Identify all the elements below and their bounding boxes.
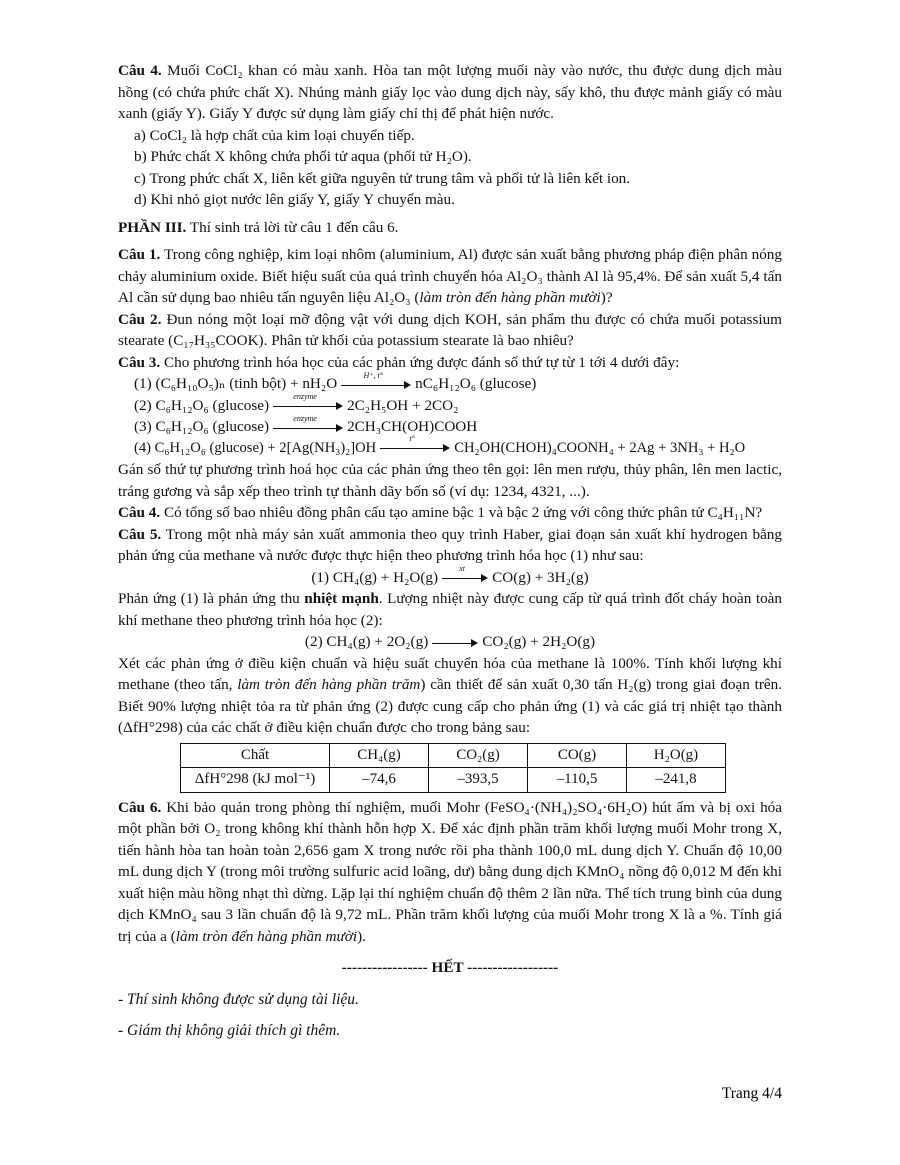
reaction-4-right: CH₂OH(CHOH)₄COONH₄ + 2Ag + 3NH₃ + H₂O (454, 439, 746, 456)
q4a-option-d: d) Khi nhỏ giọt nước lên giấy Y, giấy Y chuyển màu. (134, 191, 455, 208)
reaction-arrow (380, 434, 450, 455)
reaction-arrow (273, 413, 343, 435)
q5-label: Câu 5. (118, 525, 162, 543)
table-row (181, 768, 726, 793)
end-separator: ----------------- HẾT ------------------ (341, 959, 559, 976)
q1-label: Câu 1. (118, 246, 161, 263)
part3-heading (118, 217, 782, 239)
reaction-2-left: (2) C₆H₁₂O₆ (glucose) (134, 396, 270, 414)
table-header-cell: CO(g) (528, 743, 627, 768)
reaction-arrow (273, 392, 343, 413)
table-cell: –74,6 (330, 768, 429, 793)
reaction-arrow (341, 370, 411, 392)
q4b-label: Câu 4. (118, 504, 161, 521)
reaction-3-right: 2CH₃CH(OH)COOH (347, 418, 478, 435)
q5-eq2 (118, 631, 782, 653)
exam-page (118, 60, 782, 1042)
q4b-text: Có tổng số bao nhiêu đồng phân cấu tạo amine bậc 1 và bậc 2 ứng với công thức phân tử C₄H₁₁N? (164, 504, 763, 521)
table-row (181, 743, 726, 768)
q3-paragraph (118, 352, 782, 374)
table-row-label: ΔfH°298 (kJ mol⁻¹) (181, 768, 330, 793)
q6-text: Khi bảo quản trong phòng thí nghiệm, muối Mohr (FeSO₄·(NH₄)₂SO₄·6H₂O) hút ẩm và bị oxi hóa một phần bởi O₂ trong không khí thành hỗn hợp X. Để xác định phần trăm khối lượng muối Mohr trong X, tiến hành hòa tan hoàn toàn 2,656 gam X trong nước rồi pha thành 100,0 mL dung dịch Y. Chuẩn độ 10,00 mL dung dịch Y (trong môi trường sulfuric acid loãng, dư) bằng dung dịch KMnO₄ nồng độ 0,012 M đến khi xuất hiện màu hồng nhạt thì dừng. Lặp lại thí nghiệm chuẩn độ thêm 2 lần nữa. Thể tích trung bình của dung dịch KMnO₄ sau 3 lần chuẩn độ là 9,72 mL. Phần trăm khối lượng của muối Mohr trong X là a %. Tính giá trị của a ( (118, 798, 782, 945)
q1-tail: )? (600, 289, 613, 306)
q3-after: Gán số thứ tự phương trình hoá học của các phản ứng theo tên gọi: lên men rượu, thủy phân, lên men lactic, tráng gương và sắp xếp theo trình tự thành dãy bốn số (ví dụ: 1234, 4321, ...). (118, 461, 782, 500)
q2-label: Câu 2. (118, 310, 162, 328)
q6-tail: ). (357, 927, 366, 945)
q5-eq1 (118, 564, 782, 589)
q5-paragraph (118, 524, 782, 567)
part3-text: Thí sinh trả lời từ câu 1 đến câu 6. (189, 218, 399, 236)
reaction-4 (118, 434, 782, 460)
enthalpy-table (180, 743, 726, 793)
q3-label: Câu 3. (118, 353, 161, 371)
q4a-text: Muối CoCl₂ khan có màu xanh. Hòa tan một lượng muối này vào nước, thu được dung dịch màu hồng (có chứa phức chất X). Nhúng mảnh giấy lọc vào dung dịch này, sấy khô, thu được mảnh giấy có màu xanh (giấy Y). Giấy Y được sử dụng làm giấy chỉ thị để phát hiện nước. (118, 62, 783, 122)
q5-eq1-cond: xt (459, 564, 465, 574)
part3-label: PHẦN III. (118, 218, 187, 236)
q5-eq2-right: CO₂(g) + 2H₂O(g) (482, 633, 596, 650)
q5-eq1-left: (1) CH₄(g) + H₂O(g) (311, 568, 439, 586)
reaction-1-right: nC₆H₁₂O₆ (glucose) (415, 375, 537, 392)
reaction-2-right: 2C₂H₅OH + 2CO₂ (347, 396, 459, 414)
q4b-paragraph (118, 502, 782, 524)
q6-label: Câu 6. (118, 798, 162, 816)
reaction-2 (118, 392, 782, 417)
reaction-4-left: (4) C₆H₁₂O₆ (glucose) + 2[Ag(NH₃)₂]OH (134, 439, 377, 456)
q5-text3c: ) cần thiết để sản xuất 0,30 tấn H₂(g) trong giai đoạn trên. Biết 90% lượng nhiệt tỏa ra từ phản ứng (2) được cung cấp cho phản ứng (1) và các giá trị nhiệt tạo thành (ΔfH°298) của các chất ở điều kiện chuẩn được cho trong bảng sau: (118, 676, 783, 736)
reaction-3-left: (3) C₆H₁₂O₆ (glucose) (134, 418, 270, 435)
q4a-option-b: b) Phức chất X không chứa phối tử aqua (phối tử H₂O). (134, 148, 472, 165)
q5-text1: Trong một nhà máy sản xuất ammonia theo quy trình Haber, giai đoạn sản xuất khí hydrogen bằng phản ứng của methane và nước được thực hiện theo phương trình hóa học (1) như sau: (118, 525, 782, 564)
reaction-1-left: (1) (C₆H₁₀O₅)ₙ (tinh bột) + nH₂O (134, 375, 338, 392)
reaction-1-cond: H⁺, t° (363, 370, 383, 380)
q1-text: Trong công nghiệp, kim loại nhôm (aluminium, Al) được sản xuất bằng phương pháp điện phân nóng chảy aluminium oxide. Biết hiệu suất của quá trình chuyển hóa Al₂O₃ thành Al là 95,4%. Để sản xuất 5,4 tấn Al cần sử dụng bao nhiêu tấn nguyên liệu Al₂O₃ ( (118, 246, 782, 306)
table-cell: –110,5 (528, 768, 627, 793)
q4a-option-c: c) Trong phức chất X, liên kết giữa nguyên tử trung tâm và phối tử là liên kết ion. (134, 169, 631, 187)
q5-text2c: . Lượng nhiệt này được cung cấp từ quá trình đốt cháy hoàn toàn khí methane theo phương trình hóa học (2): (118, 590, 782, 629)
q4a-label: Câu 4. (118, 62, 162, 79)
q5-text2a: Phản ứng (1) là phản ứng thu (118, 590, 305, 607)
q3-text: Cho phương trình hóa học của các phản ứng được đánh số thứ tự từ 1 tới 4 dưới đây: (164, 353, 680, 371)
q4a-option-a: a) CoCl₂ là hợp chất của kim loại chuyển tiếp. (134, 126, 415, 144)
q4a-paragraph (118, 60, 782, 125)
q6-italic: làm tròn đến hàng phần mười (175, 927, 358, 945)
reaction-1 (118, 370, 782, 395)
q2-paragraph (118, 309, 782, 352)
q5-text3a: Xét các phản ứng ở điều kiện chuẩn và hiệu suất chuyển hóa của methane là 100%. Tính khối lượng khí methane (theo tấn, (118, 654, 782, 693)
reaction-arrow (432, 636, 478, 650)
table-header-cell: H₂O(g) (627, 743, 726, 768)
footer-note-2: - Giám thị không giải thích gì thêm. (118, 1022, 341, 1039)
q1-paragraph (118, 244, 782, 309)
q5-text3b: làm tròn đến hàng phần trăm (237, 676, 421, 693)
table-header-cell: CH₄(g) (330, 743, 429, 768)
reaction-4-cond: t° (409, 434, 415, 444)
table-cell: –393,5 (429, 768, 528, 793)
reaction-3 (118, 413, 782, 438)
q1-italic: làm tròn đến hàng phần mười (419, 289, 601, 306)
q2-text: Đun nóng một loại mỡ động vật với dung dịch KOH, sản phẩm thu được có chứa muối potassium stearate (C₁₇H₃₅COOK). Phân tử khối của potassium stearate là bao nhiêu? (118, 310, 782, 349)
reaction-3-cond: enzyme (293, 413, 317, 423)
q6-paragraph (118, 797, 782, 948)
footer-note-1: - Thí sinh không được sử dụng tài liệu. (118, 990, 359, 1008)
q5-eq1-right: CO(g) + 3H₂(g) (492, 568, 589, 586)
reaction-2-cond: enzyme (293, 392, 317, 402)
q5-text2 (118, 588, 782, 631)
q5-text2b: nhiệt mạnh (304, 590, 379, 607)
q5-eq2-left: (2) CH₄(g) + 2O₂(g) (304, 633, 429, 650)
table-header-cell: CO₂(g) (429, 743, 528, 768)
reaction-arrow (442, 564, 488, 585)
table-header-cell: Chất (181, 743, 330, 768)
page-number: Trang 4/4 (721, 1085, 782, 1102)
q5-text3 (118, 653, 782, 739)
table-cell: –241,8 (627, 768, 726, 793)
